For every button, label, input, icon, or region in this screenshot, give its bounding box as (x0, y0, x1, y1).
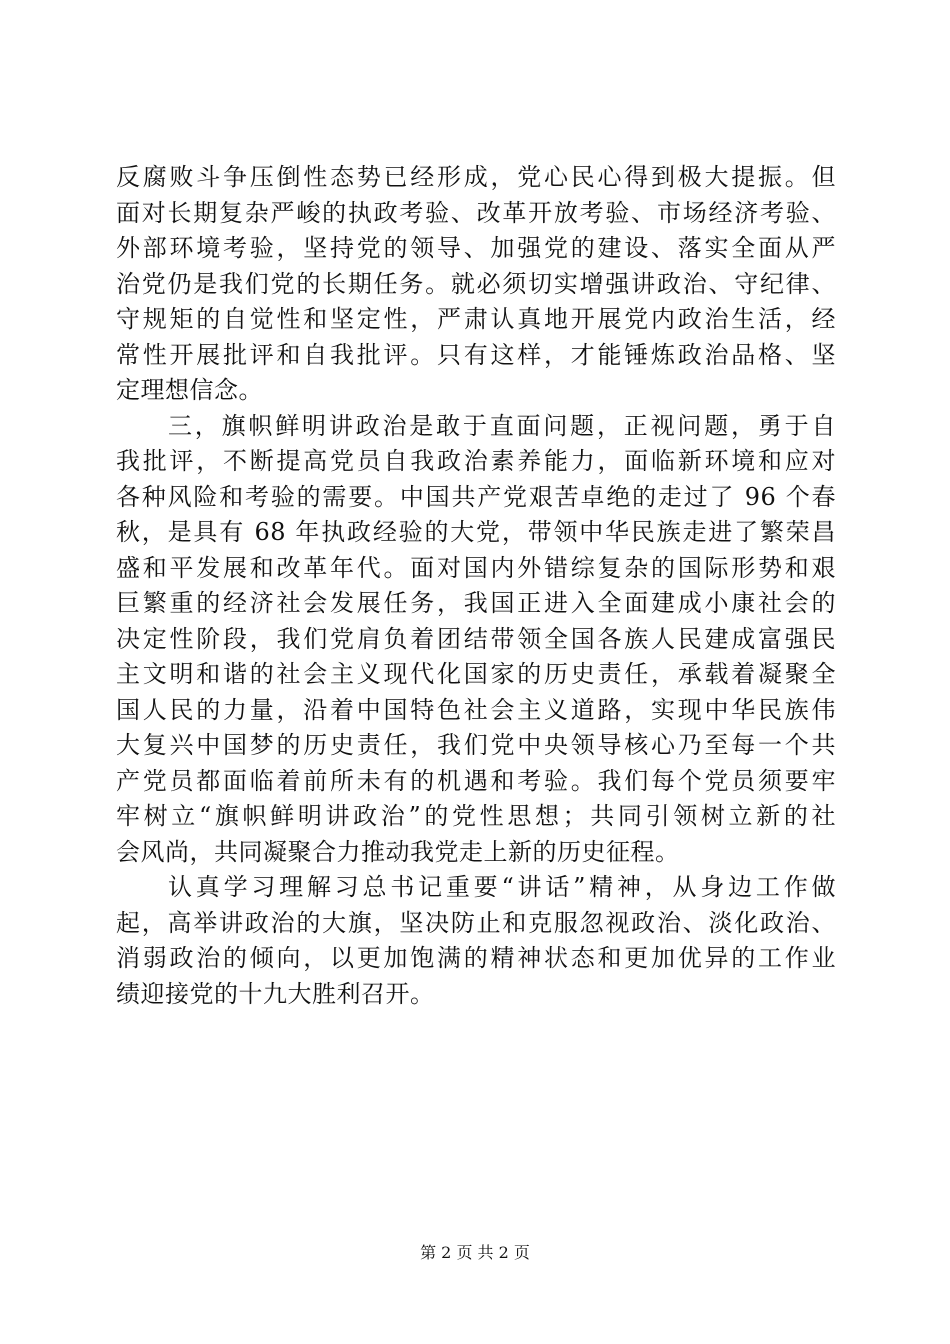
paragraph (116, 870, 836, 1012)
text-line: 消弱政治的倾向，以更加饱满的精神状态和更加优异的工作业 (116, 944, 836, 972)
text-line: 主文明和谐的社会主义现代化国家的历史责任，承载着凝聚全 (116, 660, 836, 688)
text-line: 三，旗帜鲜明讲政治是敢于直面问题，正视问题，勇于自 (168, 411, 836, 440)
text-line: 治党仍是我们党的长期任务。就必须切实增强讲政治、守纪律、 (116, 269, 836, 298)
text-line: 大复兴中国梦的历史责任，我们党中央领导核心乃至每一个共 (116, 731, 836, 759)
text-line: 外部环境考验，坚持党的领导、加强党的建设、落实全面从严 (116, 234, 836, 262)
document-body (116, 160, 836, 1012)
text-line: 秋，是具有 68 年执政经验的大党，带领中华民族走进了繁荣昌 (116, 518, 836, 546)
paragraph (116, 409, 836, 871)
text-line: 反腐败斗争压倒性态势已经形成，党心民心得到极大提振。但 (116, 163, 836, 191)
page-footer: 第 2 页 共 2 页 (420, 1243, 530, 1262)
text-line: 产党员都面临着前所未有的机遇和考验。我们每个党员须要牢 (116, 766, 836, 795)
text-line: 定理想信念。 (116, 376, 263, 404)
text-line: 守规矩的自觉性和坚定性，严肃认真地开展党内政治生活，经 (116, 305, 836, 333)
text-line: 各种风险和考验的需要。中国共产党艰苦卓绝的走过了 96 个春 (116, 482, 836, 511)
text-line: 国人民的力量，沿着中国特色社会主义道路，实现中华民族伟 (116, 695, 836, 724)
text-line: 常性开展批评和自我批评。只有这样，才能锤炼政治品格、坚 (116, 340, 836, 369)
text-line: 盛和平发展和改革年代。面对国内外错综复杂的国际形势和艰 (116, 553, 836, 582)
text-line: 绩迎接党的十九大胜利召开。 (116, 979, 435, 1008)
text-line: 面对长期复杂严峻的执政考验、改革开放考验、市场经济考验、 (116, 198, 836, 227)
text-line: 会风尚，共同凝聚合力推动我党走上新的历史征程。 (116, 837, 680, 866)
text-line: 认真学习理解习总书记重要“讲话”精神，从身边工作做 (168, 873, 836, 901)
text-line: 起，高举讲政治的大旗，坚决防止和克服忽视政治、淡化政治、 (116, 908, 836, 937)
text-line: 决定性阶段，我们党肩负着团结带领全国各族人民建成富强民 (116, 624, 836, 653)
text-line: 牢树立“旗帜鲜明讲政治”的党性思想；共同引领树立新的社 (116, 802, 836, 830)
text-line: 我批评，不断提高党员自我政治素养能力，面临新环境和应对 (116, 447, 836, 475)
text-line: 巨繁重的经济社会发展任务，我国正进入全面建成小康社会的 (116, 589, 836, 617)
paragraph (116, 160, 836, 409)
